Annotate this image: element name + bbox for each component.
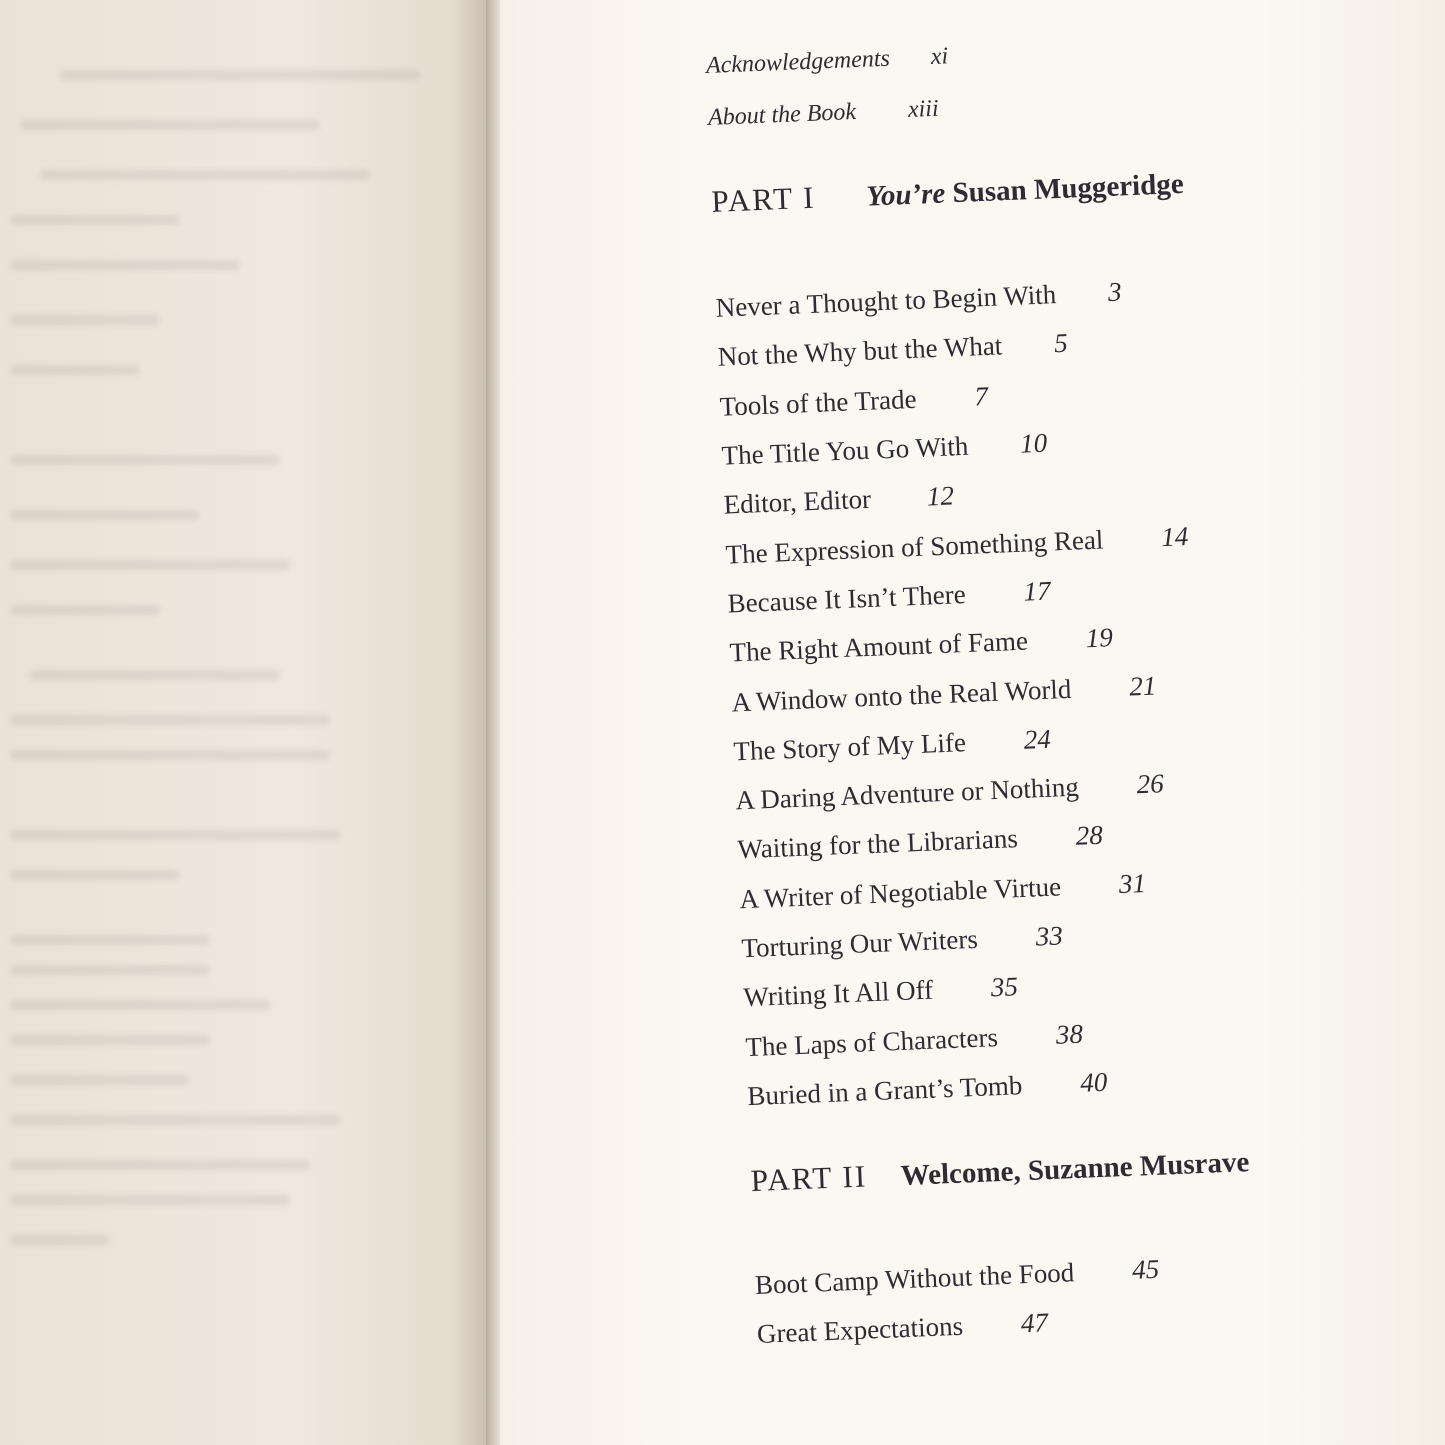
toc-entry-page: 45 xyxy=(1131,1253,1160,1286)
toc-entry-page: 3 xyxy=(1107,276,1123,308)
bleedthrough-text-line xyxy=(10,1075,190,1085)
toc-entry-page: 12 xyxy=(926,480,955,512)
toc-entry-title: Not the Why but the What xyxy=(717,330,1003,373)
toc-entry-title: The Right Amount of Fame xyxy=(729,625,1029,668)
bleedthrough-text-line xyxy=(30,670,280,680)
bleedthrough-text-line xyxy=(10,1195,290,1205)
toc-entry-title: Buried in a Grant’s Tomb xyxy=(746,1070,1023,1112)
bleedthrough-text-line xyxy=(10,750,330,760)
bleedthrough-text-line xyxy=(10,1000,270,1010)
part2-entries xyxy=(754,1236,1377,1359)
toc-entry-title: Great Expectations xyxy=(756,1311,964,1350)
toc-entry-title: Torturing Our Writers xyxy=(740,923,979,964)
toc-entry-title: Editor, Editor xyxy=(723,484,872,520)
toc-entry-page: 26 xyxy=(1136,768,1165,800)
bleedthrough-text-line xyxy=(10,215,180,225)
toc-entry-title: About the Book xyxy=(707,98,857,131)
toc-entry-title: Because It Isn’t There xyxy=(727,578,967,619)
toc-entry-page: 40 xyxy=(1079,1066,1108,1098)
toc-entry-title: A Writer of Negotiable Virtue xyxy=(738,871,1062,914)
toc-entry-page: xiii xyxy=(907,95,940,123)
bleedthrough-text-line xyxy=(10,365,140,375)
part1-entries xyxy=(715,259,1368,1121)
toc-entry-page: 14 xyxy=(1160,520,1189,552)
toc-entry-page: 24 xyxy=(1023,723,1052,755)
toc-entry-title: A Window onto the Real World xyxy=(730,673,1072,717)
toc-entry-title: The Expression of Something Real xyxy=(725,524,1104,570)
toc-entry-page: xi xyxy=(930,42,949,70)
table-of-contents xyxy=(705,15,1378,1359)
part-heading-2 xyxy=(750,1138,1372,1213)
toc-entry-title: Boot Camp Without the Food xyxy=(754,1257,1075,1301)
toc-entry-page: 28 xyxy=(1075,820,1104,852)
toc-entry-title: The Story of My Life xyxy=(732,726,967,767)
bleedthrough-text-line xyxy=(10,605,160,615)
toc-entry-title: Tools of the Trade xyxy=(719,383,918,422)
toc-entry-title: Waiting for the Librarians xyxy=(736,823,1019,865)
bleedthrough-text-line xyxy=(10,1160,310,1170)
bleedthrough-text-line xyxy=(10,965,210,975)
part-heading-1 xyxy=(711,159,1333,234)
toc-entry-page: 7 xyxy=(973,380,989,412)
bleedthrough-text-line xyxy=(10,1235,110,1245)
bleedthrough-text-line xyxy=(10,830,340,840)
part-label: PART II xyxy=(750,1158,868,1199)
part-title xyxy=(866,168,1185,214)
toc-entry-title: The Laps of Characters xyxy=(744,1021,999,1062)
toc-entry-page: 17 xyxy=(1022,575,1052,607)
bleedthrough-text-line xyxy=(10,260,240,270)
part-title-italic: You’re xyxy=(865,177,946,213)
toc-entry-page: 35 xyxy=(990,971,1019,1003)
bleedthrough-text-line xyxy=(60,70,420,80)
toc-entry-page: 47 xyxy=(1020,1307,1049,1339)
bleedthrough-text-line xyxy=(10,510,200,520)
toc-entry-page: 21 xyxy=(1128,669,1157,701)
contents-page xyxy=(500,0,1445,1445)
toc-entry-title: Acknowledgements xyxy=(705,45,891,79)
toc-entry-page: 33 xyxy=(1035,920,1064,952)
bleedthrough-text-line xyxy=(20,120,320,130)
toc-entry-page: 19 xyxy=(1085,622,1114,654)
part-title-rest: Susan Muggeridge xyxy=(944,167,1185,210)
toc-entry-title: Writing It All Off xyxy=(742,974,934,1013)
toc-entry-title: A Daring Adventure or Nothing xyxy=(734,771,1080,816)
toc-entry-title: The Title You Go With xyxy=(721,430,969,471)
bleedthrough-text-line xyxy=(10,1115,340,1125)
left-page-bleedthrough xyxy=(0,0,490,1445)
toc-entry-page: 38 xyxy=(1055,1018,1084,1050)
toc-entry-page: 31 xyxy=(1118,867,1147,899)
bleedthrough-text-line xyxy=(10,560,290,570)
toc-entry-title: Never a Thought to Begin With xyxy=(715,279,1057,323)
toc-entry-page: 10 xyxy=(1019,427,1048,459)
bleedthrough-text-line xyxy=(10,935,210,945)
bleedthrough-text-line xyxy=(10,870,180,880)
part-label: PART I xyxy=(710,179,817,219)
bleedthrough-text-line xyxy=(10,1035,210,1045)
bleedthrough-text-line xyxy=(10,455,280,465)
bleedthrough-text-line xyxy=(40,170,370,180)
bleedthrough-text-line xyxy=(10,715,330,725)
part-title: Welcome, Suzanne Musrave xyxy=(900,1146,1250,1193)
bleedthrough-text-line xyxy=(10,315,160,325)
toc-entry-page: 5 xyxy=(1053,328,1069,359)
